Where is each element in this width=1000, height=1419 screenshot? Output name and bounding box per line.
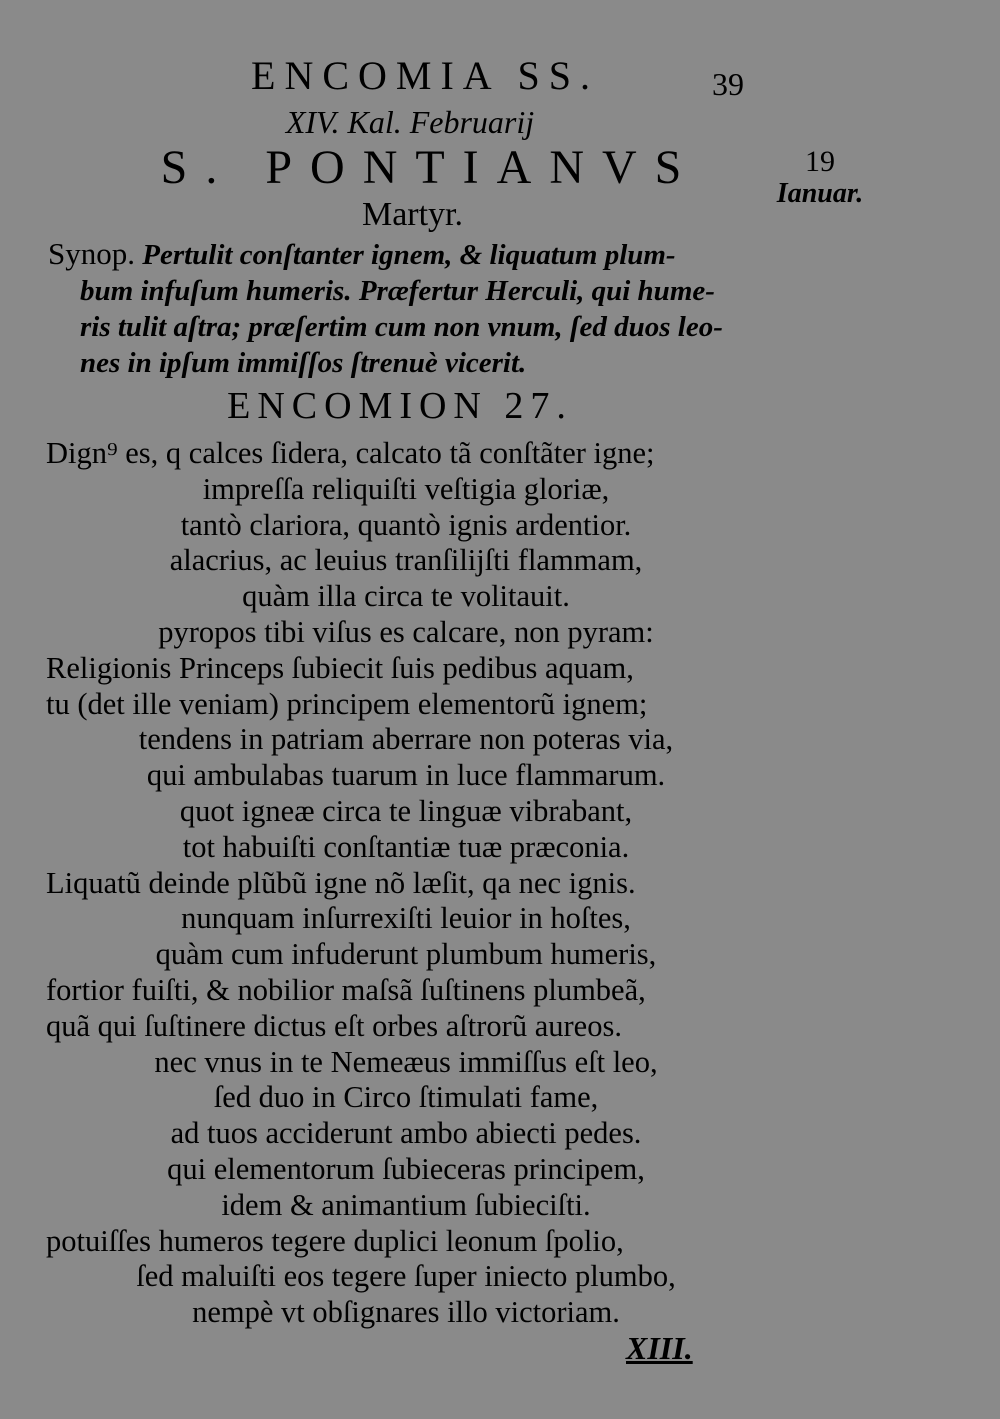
poem-line: tu (det ille veniam) principem elementorũ ignem; — [46, 686, 648, 721]
poem-line: nempè vt obſignares illo victoriam. — [192, 1295, 620, 1330]
synopsis-line: ris tulit aſtra; præſertim cum non vnum, ſed duos leo- — [80, 311, 723, 343]
synopsis-line — [48, 236, 760, 273]
poem-line: ad tuos acciderunt ambo abiecti pedes. — [170, 1116, 642, 1151]
saint-title: Martyr. — [361, 196, 464, 233]
poem-line: Dign⁹ es, q calces ſidera, calcato tã conſtãter igne; — [46, 436, 655, 470]
margin-month: Ianuar. — [776, 178, 864, 209]
poem-line: quot igneæ circa te linguæ vibrabant, — [179, 793, 633, 828]
synopsis-line: nes in ipſum immiſſos ſtrenuè vicerit. — [80, 347, 527, 379]
saint-name: S. PONTIANVS — [160, 141, 700, 194]
poem-line: tantò clariora, quantò ignis ardentior. — [180, 507, 632, 542]
poem-line: Religionis Princeps ſubiecit ſuis pedibus aquam, — [46, 650, 634, 685]
poem-line: quã qui ſuſtinere dictus eſt orbes aſtrorũ aureos. — [46, 1008, 622, 1043]
page-number: 39 — [712, 66, 744, 102]
poem-line: tendens in patriam aberrare non poteras via, — [138, 722, 674, 757]
synopsis-label: Synop. — [48, 236, 135, 271]
poem-line: qui elementorum ſubieceras principem, — [167, 1151, 645, 1186]
poem-line: qui ambulabas tuarum in luce flammarum. — [146, 758, 666, 793]
poem-line: potuiſſes humeros tegere duplici leonum ſpolio, — [46, 1223, 624, 1258]
encomion-poem — [46, 436, 766, 1331]
poem-line: ſed duo in Circo ſtimulati fame, — [213, 1080, 599, 1115]
margin-day: 19 — [805, 145, 835, 178]
poem-line: nec vnus in te Nemeæus immiſſus eſt leo, — [154, 1044, 658, 1079]
poem-line: nunquam inſurrexiſti leuior in hoſtes, — [181, 901, 631, 936]
margin-date-note — [760, 146, 880, 210]
poem-line: ſed maluiſti eos tegere ſuper iniecto plumbo, — [136, 1259, 676, 1294]
poem-line: fortior fuiſti, & nobilior maſsã ſuſtinens plumbeã, — [46, 972, 646, 1007]
feast-date: XIV. Kal. Februarij — [285, 104, 535, 140]
poem-line: quàm illa circa te volitauit. — [242, 579, 570, 614]
poem-line: alacrius, ac leuius tranſilijſti flammam, — [169, 543, 643, 578]
poem-line: tot habuiſti conſtantiæ tuæ præconia. — [182, 829, 630, 864]
running-title: ENCOMIA SS. — [251, 53, 599, 98]
poem-line: impreſſa reliquiſti veſtigia gloriæ, — [202, 471, 610, 506]
poem-line: quàm cum infuderunt plumbum humeris, — [155, 937, 657, 972]
synopsis-text: Pertulit conſtanter ignem, & liquatum plum- — [142, 239, 676, 271]
poem-line: idem & animantium ſubieciſti. — [221, 1187, 591, 1222]
poem-line: pyropos tibi viſus es calcare, non pyram: — [158, 614, 654, 649]
poem-line: Liquatũ deinde plũbũ igne nõ læſit, qa nec ignis. — [46, 865, 636, 900]
catchword: XIII. — [626, 1330, 693, 1366]
section-heading: ENCOMION 27. — [227, 385, 573, 427]
synopsis-line: bum infuſum humeris. Præfertur Herculi, qui hume- — [80, 275, 715, 307]
synopsis — [48, 236, 760, 381]
